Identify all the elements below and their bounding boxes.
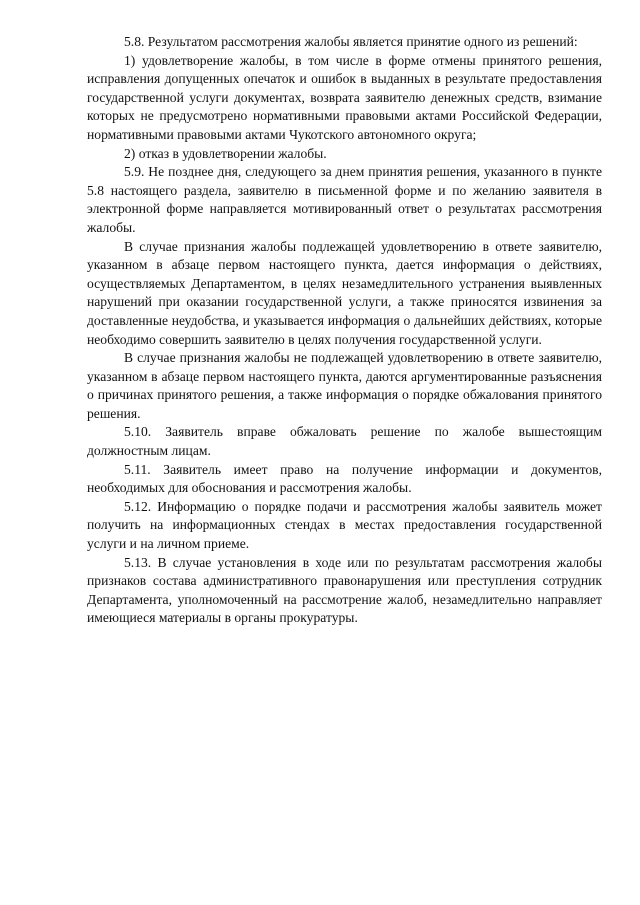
document-body	[87, 33, 602, 628]
paragraph-5-8-item-2: 2) отказ в удовлетворении жалобы.	[124, 145, 327, 161]
paragraph-5-13: 5.13. В случае установления в ходе или по результатам рассмотрения жалобы признаков состава административного правонарушения или преступления сотрудник Департамента, уполномоченный на рассмотрение жалоб, незамедлительно направляет имеющиеся материалы в органы прокуратуры.	[87, 554, 602, 626]
paragraph-5-9-rejected: В случае признания жалобы не подлежащей удовлетворению в ответе заявителю, указанном в абзаце первом настоящего пункта, даются аргументированные разъяснения о причинах принятого решения, а также информация о порядке обжалования принятого решения.	[87, 350, 602, 421]
paragraph-5-9: 5.9. Не позднее дня, следующего за днем принятия решения, указанного в пункте 5.8 настоящего раздела, заявителю в письменной форме и по желанию заявителя в электронной форме направляется мотивированный ответ о результатах рассмотрения жалобы.	[87, 164, 602, 235]
paragraph-5-10: 5.10. Заявитель вправе обжаловать решение по жалобе вышестоящим должностным лицам.	[87, 424, 602, 459]
paragraph-5-12: 5.12. Информацию о порядке подачи и рассмотрения жалобы заявитель может получить на информационных стендах в местах предоставления государственной услуги и на личном приеме.	[87, 498, 602, 552]
paragraph-5-11: 5.11. Заявитель имеет право на получение информации и документов, необходимых для обоснования и рассмотрения жалобы.	[87, 461, 602, 496]
paragraph-5-8-item-1: 1) удовлетворение жалобы, в том числе в форме отмены принятого решения, исправления допущенных опечаток и ошибок в выданных в результате предоставления государственной услуги документах, возврата заявителю денежных средств, взимание которых не предусмотрено нормативными правовыми актами Российской Федерации, нормативными правовыми актами Чукотского автономного округа;	[87, 52, 602, 142]
paragraph-5-8: 5.8. Результатом рассмотрения жалобы является принятие одного из решений:	[124, 34, 578, 49]
paragraph-5-9-satisfied: В случае признания жалобы подлежащей удовлетворению в ответе заявителю, указанном в абзаце первом настоящего пункта, дается информация о действиях, осуществляемых Департаментом, в целях незамедлительного устранения выявленных нарушений при оказании государственной услуги, а также приносятся извинения за доставленные неудобства, и указывается информация о дальнейших действиях, которые необходимо совершить заявителю в целях получения государственной услуги.	[87, 238, 602, 347]
